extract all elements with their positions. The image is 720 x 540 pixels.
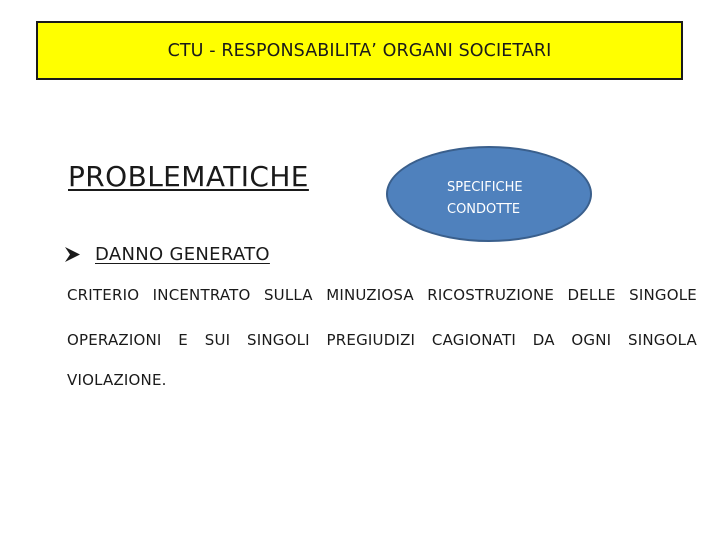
bullet-item — [64, 244, 270, 265]
paragraph-line-2: OPERAZIONI E SUI SINGOLI PREGIUDIZI CAGIONATI DA OGNI SINGOLA — [67, 331, 697, 349]
title-banner — [36, 21, 683, 80]
callout-line-1: SPECIFICHE — [447, 180, 523, 195]
paragraph-line-3: VIOLAZIONE. — [67, 371, 167, 389]
bullet-label: DANNO GENERATO — [95, 244, 270, 265]
callout-line-2: CONDOTTE — [447, 202, 521, 217]
callout-oval-text — [447, 177, 523, 221]
slide-title: CTU - RESPONSABILITA’ ORGANI SOCIETARI — [167, 40, 552, 61]
paragraph-line-1: CRITERIO INCENTRATO SULLA MINUZIOSA RICOSTRUZIONE DELLE SINGOLE — [67, 286, 697, 304]
section-heading: PROBLEMATICHE — [68, 160, 309, 193]
arrow-bullet-icon — [64, 246, 81, 263]
